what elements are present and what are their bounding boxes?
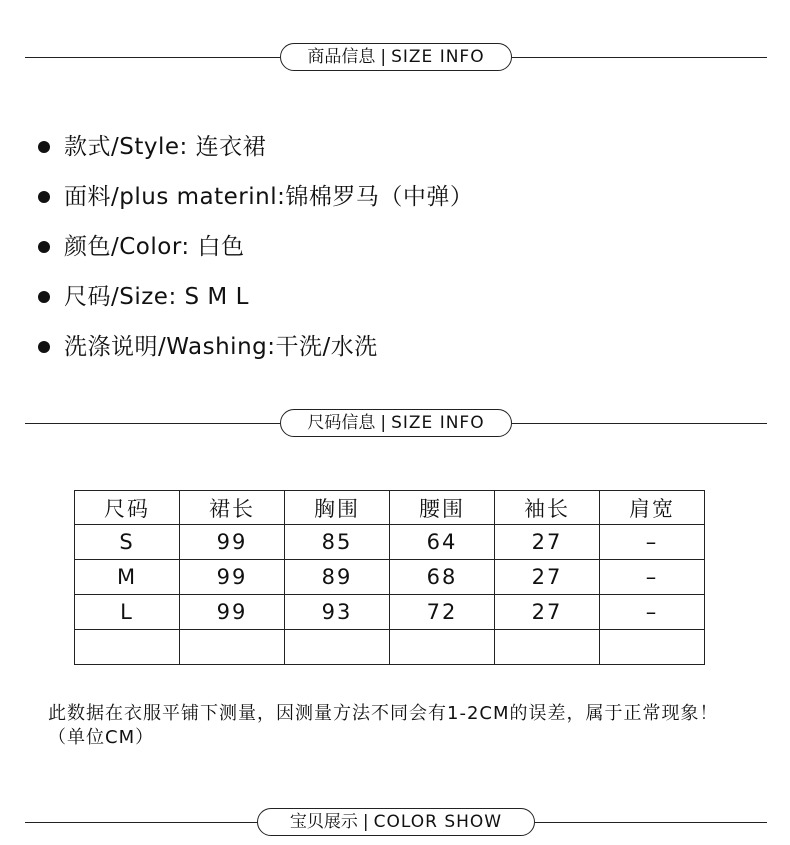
table-cell: 64	[390, 525, 495, 560]
table-cell: –	[600, 595, 705, 630]
spec-text: 面料/plus materinl:锦棉罗马（中弹）	[64, 184, 474, 210]
table-cell: 99	[180, 560, 285, 595]
table-cell: 27	[495, 595, 600, 630]
divider-right	[512, 57, 767, 58]
spec-item-fabric	[38, 172, 473, 222]
table-row	[75, 560, 705, 595]
table-cell	[285, 630, 390, 665]
spec-item-washing	[38, 322, 473, 372]
section-title-separator: |	[380, 47, 387, 67]
table-cell	[180, 630, 285, 665]
divider-left	[25, 822, 257, 823]
spec-item-color	[38, 222, 473, 272]
bullet-icon	[38, 341, 50, 353]
section-title-pill	[280, 43, 512, 71]
table-cell: 72	[390, 595, 495, 630]
table-cell: 93	[285, 595, 390, 630]
table-cell: S	[75, 525, 180, 560]
spec-item-size	[38, 272, 473, 322]
table-cell	[600, 630, 705, 665]
divider-right	[512, 423, 767, 424]
table-cell: M	[75, 560, 180, 595]
bullet-icon	[38, 141, 50, 153]
table-cell: L	[75, 595, 180, 630]
column-header: 胸围	[285, 491, 390, 525]
table-cell	[75, 630, 180, 665]
table-cell: 99	[180, 525, 285, 560]
spec-text: 颜色/Color: 白色	[64, 234, 245, 260]
section-title-cn: 尺码信息	[307, 413, 376, 433]
bullet-icon	[38, 241, 50, 253]
section-title-separator: |	[362, 812, 369, 832]
table-cell: 27	[495, 560, 600, 595]
table-cell: 68	[390, 560, 495, 595]
column-header: 腰围	[390, 491, 495, 525]
table-cell: –	[600, 560, 705, 595]
table-cell: 85	[285, 525, 390, 560]
table-cell	[390, 630, 495, 665]
column-header: 肩宽	[600, 491, 705, 525]
table-row	[75, 630, 705, 665]
section-title-en: COLOR SHOW	[373, 812, 503, 832]
section-title-en: SIZE INFO	[391, 413, 485, 433]
column-header: 裙长	[180, 491, 285, 525]
table-cell: 99	[180, 595, 285, 630]
section-title-en: SIZE INFO	[391, 47, 485, 67]
table-row	[75, 595, 705, 630]
divider-right	[535, 822, 767, 823]
section-title-pill	[280, 409, 512, 437]
section-title-pill	[257, 808, 535, 836]
bullet-icon	[38, 291, 50, 303]
spec-text: 款式/Style: 连衣裙	[64, 134, 267, 160]
section-header-size-info	[0, 409, 790, 439]
spec-text: 尺码/Size: S M L	[64, 284, 249, 310]
table-cell: 27	[495, 525, 600, 560]
bullet-icon	[38, 191, 50, 203]
section-title-cn: 商品信息	[307, 47, 376, 67]
section-header-product-info	[0, 43, 790, 73]
section-title-cn: 宝贝展示	[289, 812, 358, 832]
spec-text: 洗涤说明/Washing:干洗/水洗	[64, 334, 378, 360]
measurement-note: 此数据在衣服平铺下测量，因测量方法不同会有1-2CM的误差，属于正常现象！（单位CM）	[48, 703, 719, 748]
size-table	[74, 490, 705, 665]
spec-item-style	[38, 122, 473, 172]
table-cell: –	[600, 525, 705, 560]
column-header: 尺码	[75, 491, 180, 525]
product-spec-list	[38, 122, 473, 372]
table-cell	[495, 630, 600, 665]
column-header: 袖长	[495, 491, 600, 525]
section-title-separator: |	[380, 413, 387, 433]
divider-left	[25, 57, 280, 58]
table-header-row	[75, 491, 705, 525]
divider-left	[25, 423, 280, 424]
table-cell: 89	[285, 560, 390, 595]
section-header-color-show	[0, 808, 790, 838]
table-row	[75, 525, 705, 560]
